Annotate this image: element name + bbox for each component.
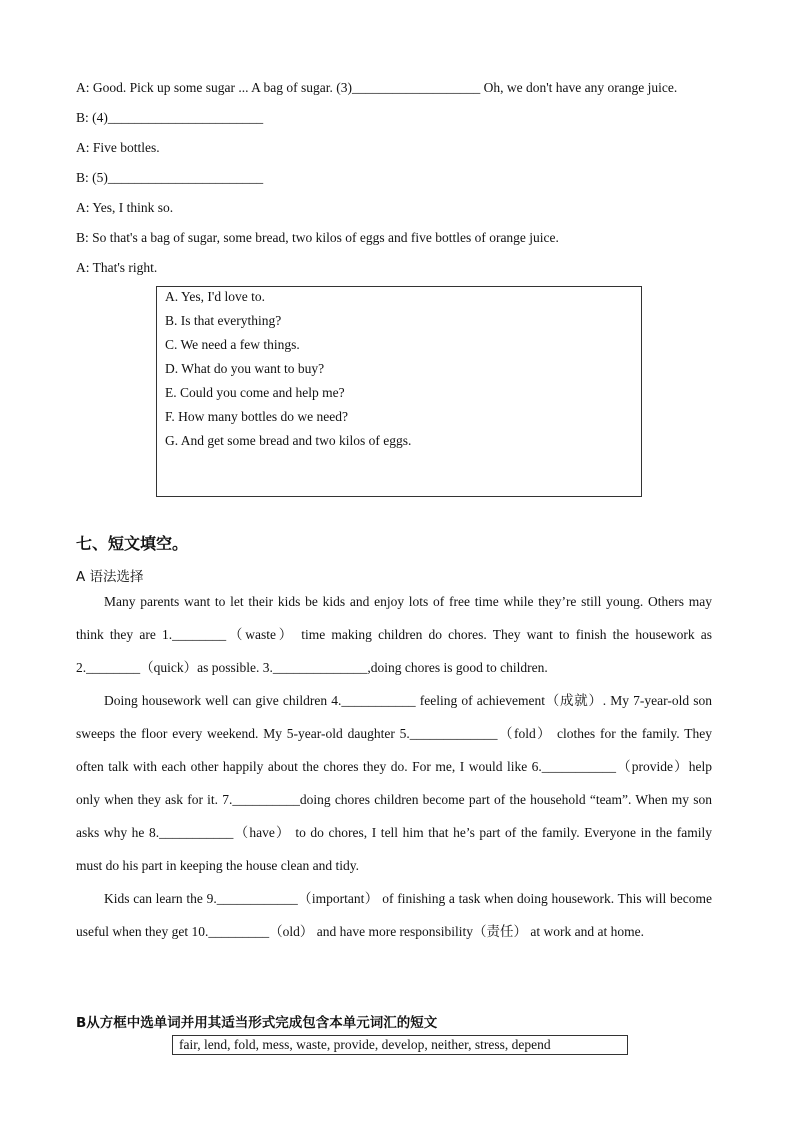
passage-paragraph-1: Many parents want to let their kids be kids and enjoy lots of free time while they’re still young. Others may think they are 1.________（waste） time making children do chores. They want to finish the housework as 2.________（quick）as possible. 3.______________,doing chores is good to children. bbox=[76, 594, 712, 675]
option-e: E. Could you come and help me? bbox=[165, 385, 345, 400]
dialogue-line-3: A: Five bottles. bbox=[76, 140, 160, 155]
part-b-label: B从方框中选单词并用其适当形式完成包含本单元词汇的短文 bbox=[76, 1015, 438, 1031]
part-a-label: A 语法选择 bbox=[76, 569, 144, 585]
dialogue-line-6: B: So that's a bag of sugar, some bread, two kilos of eggs and five bottles of orange juice. bbox=[76, 230, 559, 245]
option-b: B. Is that everything? bbox=[165, 313, 282, 328]
dialogue-line-4: B: (5)_______________________ bbox=[76, 170, 264, 185]
passage bbox=[76, 585, 712, 948]
option-g: G. And get some bread and two kilos of eggs. bbox=[165, 433, 412, 448]
dialogue-line-7: A: That's right. bbox=[76, 260, 158, 275]
dialogue-line-2: B: (4)_______________________ bbox=[76, 110, 264, 125]
options-box bbox=[156, 286, 642, 497]
passage-paragraph-3: Kids can learn the 9.____________（important） of finishing a task when doing housework. This will become useful when they get 10._________（old） and have more responsibility（责任） at work and at home. bbox=[76, 891, 712, 939]
passage-paragraph-2: Doing housework well can give children 4.___________ feeling of achievement（成就）. My 7-year-old son sweeps the floor every weekend. My 5-year-old daughter 5._____________（fold） clothes for the family. They often talk with each other happily about the chores they do. For me, I would like 6.___________（provide）help only when they ask for it. 7.__________doing chores children become part of the household “team”. When my son asks why he 8.___________（have） to do chores, I tell him that he’s part of the family. Everyone in the family must do his part in keeping the house clean and tidy. bbox=[76, 693, 712, 873]
option-d: D. What do you want to buy? bbox=[165, 361, 325, 376]
dialogue-line-1: A: Good. Pick up some sugar ... A bag of sugar. (3)___________________ Oh, we don't have any orange juice. bbox=[76, 80, 678, 95]
word-bank-box: fair, lend, fold, mess, waste, provide, develop, neither, stress, depend bbox=[172, 1035, 628, 1055]
option-a: A. Yes, I'd love to. bbox=[165, 289, 265, 304]
dialogue-line-5: A: Yes, I think so. bbox=[76, 200, 174, 215]
section-title: 七、短文填空。 bbox=[76, 534, 189, 553]
option-c: C. We need a few things. bbox=[165, 337, 300, 352]
option-f: F. How many bottles do we need? bbox=[165, 409, 349, 424]
